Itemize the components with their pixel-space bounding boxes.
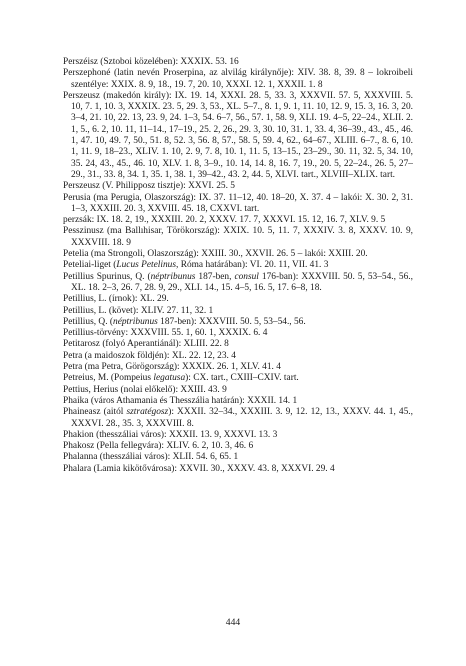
index-entry-text: Petitarosz (folyó Aperantiánál): XLIII. 22. 8: [63, 339, 229, 350]
index-entry: [63, 272, 413, 295]
index-entry-text: Phaineasz (aitól: [63, 407, 127, 418]
index-entry-text: Petillius, Q. (: [63, 316, 114, 327]
index-entry: [63, 396, 413, 407]
page-number: 444: [225, 617, 241, 628]
index-entry-text: Petra (a maidoszok földjén): XL. 22. 12, 23. 4: [63, 350, 236, 361]
index-entry-text: Petillius, L. (követ): XLIV. 27. 11, 32. 1: [63, 305, 214, 316]
index-entry-text: Phaika (város Athamania és Thesszália határán): XXXII. 14. 1: [63, 395, 298, 406]
index-entry-text: Petelia (ma Strongoli, Olaszország): XXIII. 30., XXVII. 26. 5 – lakói: XXIII. 20.: [63, 249, 368, 260]
index-entry-text: Peteliai-liget (: [63, 260, 117, 271]
index-entry: [63, 339, 413, 350]
index-entry-text: Petillius Spurinus, Q. (: [63, 271, 151, 282]
index-entry: [63, 328, 413, 339]
index-entry: [63, 441, 413, 452]
index-entry-text: Perszephoné (latin nevén Proserpina, az alvilág királynője): XIV. 38. 8, 39. 8 – lokroibeli szentélye: XXIX. 8. 9, 18., 19. 7, 20. 10, XXXI. 12. 1, XXXII. 1. 8: [63, 68, 413, 90]
index-entry-text: ): CX. tart., CXIII–CXIV. tart.: [185, 373, 299, 384]
index-entries: [63, 57, 413, 475]
index-entry-italic-text: sztratégosz: [126, 407, 169, 418]
index-entry-text: perzsák: IX. 18. 2, 19., XXXIII. 20. 2, XXXV. 17. 7, XXXVI. 15. 12, 16. 7, XLV. 9. 5: [63, 215, 386, 226]
index-entry-text: Phalanna (thesszáliai város): XLII. 54. 6, 65. 1: [63, 452, 239, 463]
index-entry: [63, 385, 413, 396]
index-entry: [63, 57, 413, 68]
index-entry-text: Perusia (ma Perugia, Olaszország): IX. 37. 11–12, 40. 18–20, X. 37. 4 – lakói: X. 30. 2, 31. 1–3, XXXIII. 20. 3, XXVIII. 45. 18, CXXVI. tart.: [63, 192, 413, 214]
index-entry: [63, 464, 413, 475]
index-entry-text: , Róma határában): VI. 20. 11, VII. 41. 3: [176, 260, 329, 271]
index-entry-text: Petillius-törvény: XXXVIII. 55. 1, 60. 1, XXXIX. 6. 4: [63, 328, 268, 339]
index-entry: [63, 373, 413, 384]
index-entry-text: Pettius, Herius (nolai előkelő): XXIII. 43. 9: [63, 384, 227, 395]
index-entry-text: Pesszinusz (ma Ballıhisar, Törökország): XXIX. 10. 5, 11. 7, XXXIV. 3. 8, XXXV. 10. 9, XXXVIII. 18. 9: [63, 226, 413, 248]
index-entry-text: 176-ban): XXXVIII. 50. 5, 53–54., 56., XL. 18. 2–3, 26. 7, 28. 9, 29., XLI. 14., 15. 4–5, 16. 5, 17. 6–8, 18.: [71, 271, 413, 293]
index-entry-italic-text: néptribunus: [113, 316, 158, 327]
index-entry-italic-text: legatusa: [153, 373, 186, 384]
index-entry: [63, 294, 413, 305]
index-entry-text: Perszeusz (V. Philipposz tisztje): XXVI. 25. 5: [63, 181, 235, 192]
index-entry: [63, 68, 413, 91]
index-entry: [63, 226, 413, 249]
index-entry: [63, 351, 413, 362]
index-entry: [63, 452, 413, 463]
index-entry: [63, 193, 413, 216]
index-entry-italic-text: Lucus Petelinus: [116, 260, 177, 271]
index-entry-text: 187-ben): XXXVIII. 50. 5, 53–54., 56.: [157, 316, 306, 327]
index-entry: [63, 249, 413, 260]
index-entry-italic-text: néptribunus: [150, 271, 196, 282]
index-entry: [63, 181, 413, 192]
index-entry: [63, 260, 413, 271]
index-entry-text: Petillius, L. (írnok): XL. 29.: [63, 294, 169, 305]
index-entry-text: Phakion (thesszáliai város): XXXII. 13. 9, XXXVI. 13. 3: [63, 429, 278, 440]
index-entry-text: 187-ben,: [195, 271, 235, 282]
index-entry-text: Perszeusz (makedón király): IX. 19. 14, XXXI. 28. 5, 33. 3, XXXVII. 57. 5, XXXVIII. 5. 10, 7. 1, 10. 3, XXXIX. 23. 5, 29. 3, 53., XL. 5–7., 8. 1, 9. 1, 11. 10, 12. 9, 15. 3, 16. 3, 20. 3–4, 21. 10, 22. 13, 23. 9, 24. 1–3, 54. 6–7, 56., 57. 1, 58. 9, XLI. 19. 4–5, 22–24., XLII. 2. 1, 5., 6. 2, 10. 11, 11–14., 17–19., 25. 2, 26., 29. 3, 30. 10, 31. 1, 33. 4, 36–39., 43., 45., 46. 1, 47. 10, 49. 7, 50., 51. 8, 52. 3, 56. 8, 57., 58. 5, 59. 4, 62., 64–67., XLIII. 6–7., 8. 6, 10. 1, 11. 9, 18–23., XLIV. 1. 10, 2. 9, 7. 8, 10. 1, 11. 5, 13–15., 23–29., 30. 11, 32. 5, 34. 10, 35. 24, 43., 45., 46. 10, XLV. 1. 8, 3–9., 10. 14, 14. 8, 16. 7, 19., 20. 5, 22–24., 26. 5, 27–29., 31., 33. 8, 34. 1, 35. 1, 38. 1, 39–42., 43. 2, 44. 5, XLVI. tart., XLVIII–XLIX. tart.: [63, 90, 413, 180]
index-entry: [63, 362, 413, 373]
index-entry: [63, 430, 413, 441]
index-entry-text: Petreius, M. (Pompeius: [63, 373, 154, 384]
index-entry-text: Petra (ma Petra, Görögország): XXXIX. 26. 1, XLV. 41. 4: [63, 362, 281, 373]
index-entry-text: ): XXXII. 32–34., XXXIII. 3. 9, 12. 12, 13., XXXV. 44. 1, 45., XXXVI. 28., 35. 3, XXXVIII. 8.: [71, 407, 413, 429]
index-entry-text: Phalara (Lamia kikötővárosa): XXVII. 30., XXXV. 43. 8, XXXVI. 29. 4: [63, 463, 335, 474]
index-entry-italic-text: consul: [234, 271, 259, 282]
index-entry: [63, 91, 413, 181]
index-entry-text: Phakosz (Pella fellegvára): XLIV. 6. 2, 10. 3, 46. 6: [63, 441, 254, 452]
index-entry: [63, 306, 413, 317]
index-entry: [63, 317, 413, 328]
index-entry: [63, 407, 413, 430]
index-entry: [63, 215, 413, 226]
index-entry-text: Perszéisz (Sztoboi közelében): XXXIX. 53. 16: [63, 57, 239, 67]
